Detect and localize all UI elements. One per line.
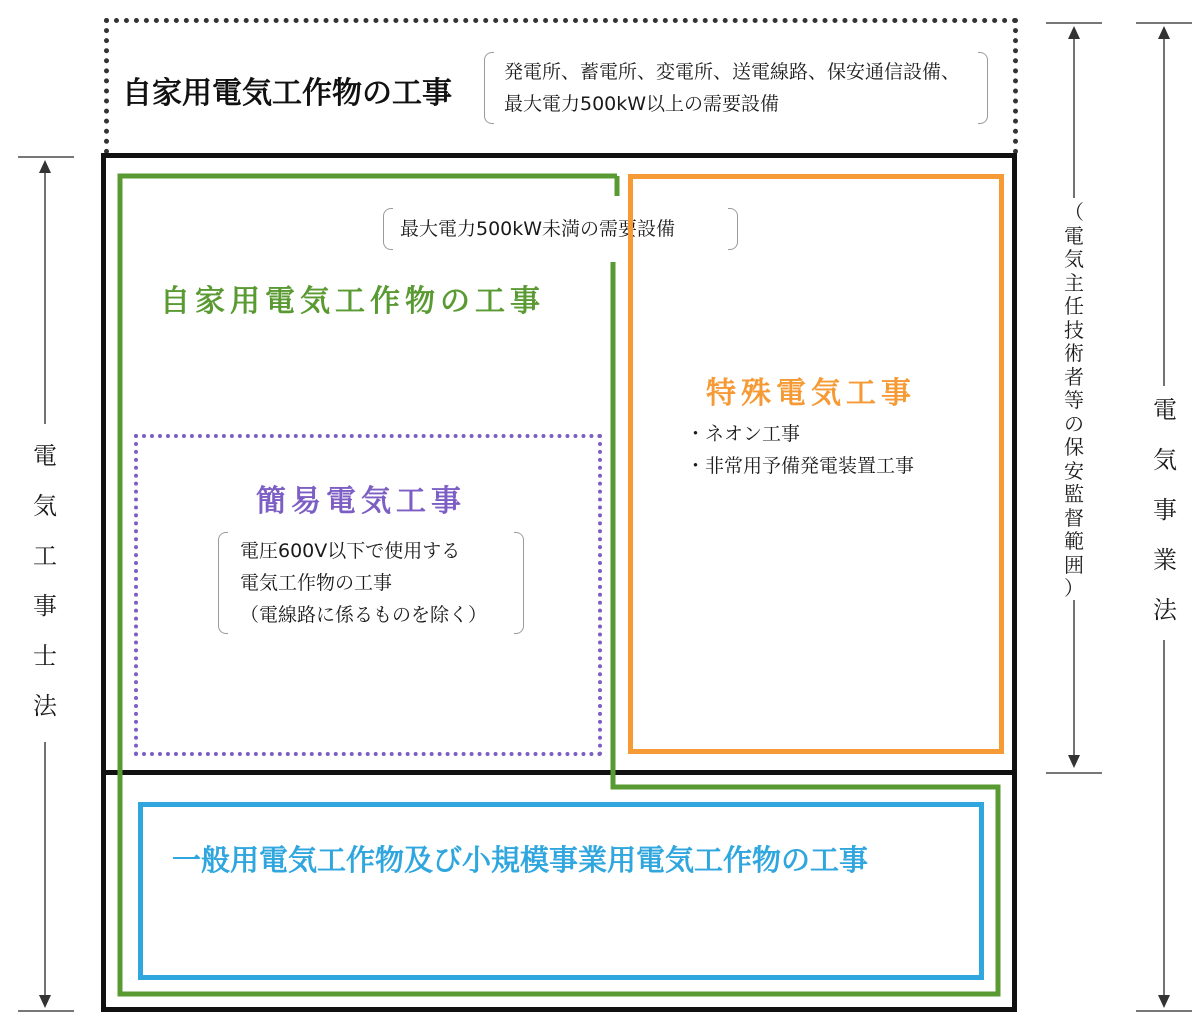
right-outer-char: 事	[1153, 496, 1177, 524]
orange-area-title: 特殊電気工事	[706, 376, 916, 411]
right-inner-char: 任	[1064, 294, 1084, 318]
blue-area-frame	[138, 802, 984, 980]
right-inner-char: 電	[1064, 223, 1084, 248]
orange-item-emergency-generator: ・非常用予備発電装置工事	[686, 455, 915, 477]
left-scale-label	[28, 444, 62, 718]
right-inner-char: ）	[1064, 576, 1084, 600]
right-inner-char: 監	[1064, 482, 1084, 506]
right-outer-char: 法	[1153, 596, 1177, 624]
purple-note-bracket-left	[218, 532, 228, 634]
right-outer-char: 業	[1153, 546, 1177, 574]
right-outer-char: 電	[1153, 396, 1177, 424]
top-note-line-2: 最大電力500kW以上の需要設備	[504, 93, 780, 115]
purple-note-line-1: 電圧600V以下で使用する	[240, 540, 461, 562]
right-inner-char: 囲	[1064, 552, 1084, 577]
right-outer-scale-label	[1148, 398, 1182, 622]
right-inner-char: 気	[1064, 247, 1084, 271]
right-inner-char: 術	[1064, 341, 1084, 365]
right-inner-char: 保	[1064, 435, 1084, 459]
purple-note-bracket-right	[514, 532, 524, 634]
top-box-title: 自家用電気工作物の工事	[122, 76, 452, 111]
left-scale-char: 気	[33, 492, 57, 520]
right-inner-scale-label	[1060, 202, 1088, 598]
right-outer-char: 気	[1153, 446, 1177, 474]
left-scale-char: 工	[33, 542, 57, 570]
right-inner-char: 督	[1064, 505, 1084, 530]
left-scale-char: 法	[33, 692, 57, 720]
right-inner-char: 範	[1064, 529, 1084, 553]
top-note-line-1: 発電所、蓄電所、変電所、送電線路、保安通信設備、	[504, 61, 961, 83]
right-inner-char: 安	[1064, 458, 1084, 483]
orange-item-neon: ・ネオン工事	[686, 423, 801, 445]
green-area-title: 自家用電気工作物の工事	[160, 284, 545, 319]
top-note-bracket-right	[978, 52, 988, 124]
green-note-bracket-left	[383, 208, 393, 250]
right-inner-char: の	[1064, 411, 1084, 436]
right-inner-char: 技	[1064, 317, 1084, 342]
purple-area-title: 簡易電気工事	[256, 484, 466, 519]
right-inner-char: 主	[1064, 270, 1084, 295]
green-note: 最大電力500kW未満の需要設備	[400, 218, 676, 240]
top-note-bracket-left	[484, 52, 494, 124]
right-inner-char: 等	[1064, 388, 1084, 412]
purple-note-line-3: （電線路に係るものを除く）	[240, 604, 488, 626]
left-scale-char: 士	[33, 642, 57, 670]
blue-area-title: 一般用電気工作物及び小規模事業用電気工作物の工事	[172, 843, 869, 877]
left-scale-char: 電	[33, 442, 57, 470]
right-inner-char: （	[1064, 200, 1084, 224]
divider-line	[101, 770, 1017, 775]
left-scale-char: 事	[33, 592, 57, 620]
purple-note-line-2: 電気工作物の工事	[240, 572, 393, 594]
right-inner-char: 者	[1064, 364, 1084, 389]
